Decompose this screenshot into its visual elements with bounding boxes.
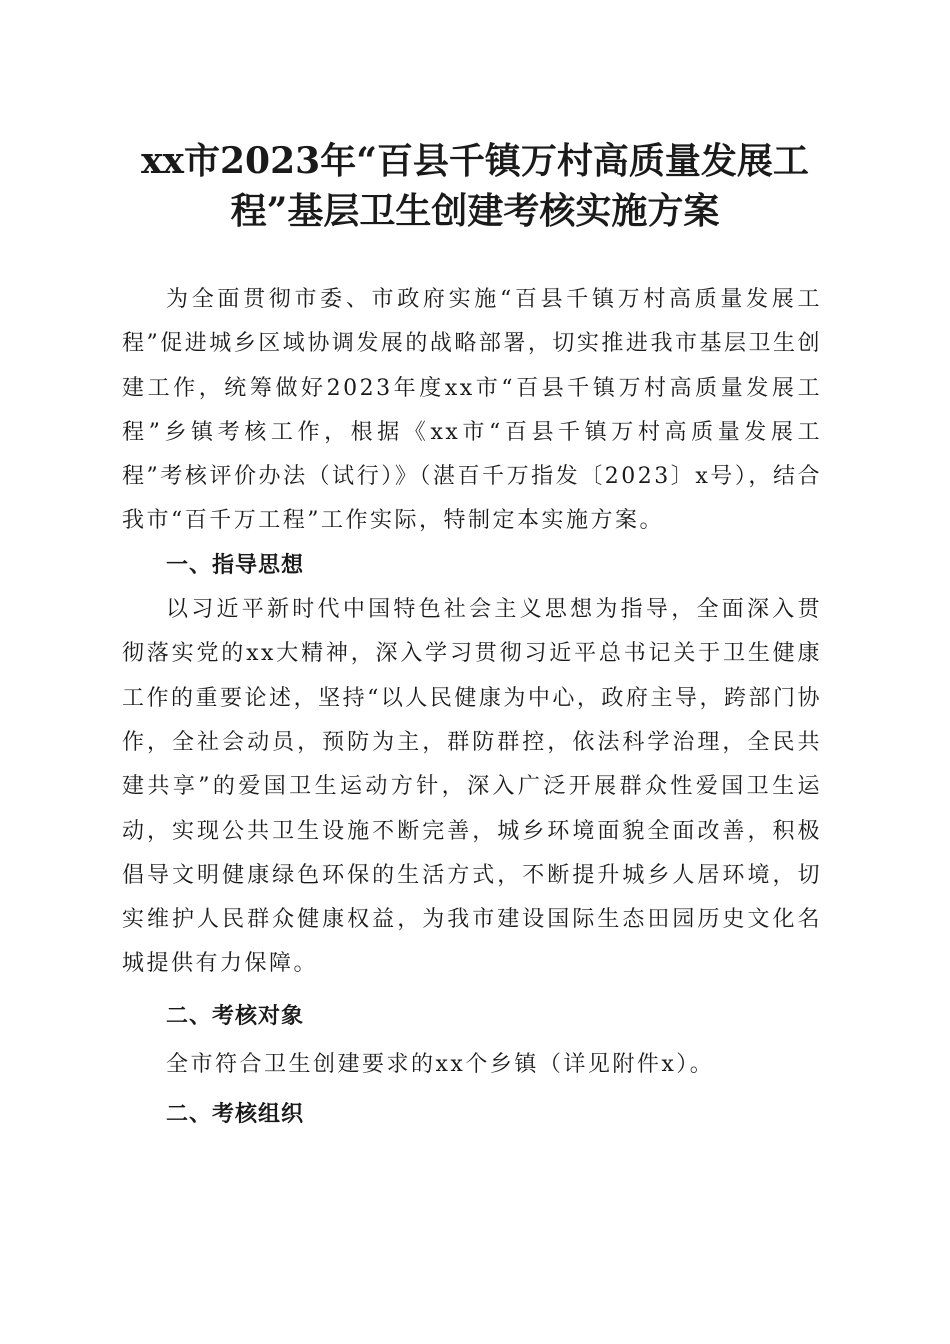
document-title (100, 136, 850, 236)
section-body-guiding-thought: 以习近平新时代中国特色社会主义思想为指导，全面深入贯彻落实党的xx大精神，深入学习贯彻习近平总书记关于卫生健康工作的重要论述，坚持“以人民健康为中心，政府主导，跨部门协作，全社会动员，预防为主，群防群控，依法科学治理，全民共建共享”的爱国卫生运动方针，深入广泛开展群众性爱国卫生运动，实现公共卫生设施不断完善，城乡环境面貌全面改善，积极倡导文明健康绿色环保的生活方式，不断提升城乡人居环境，切实维护人民群众健康权益，为我市建设国际生态田园历史文化名城提供有力保障。 (122, 597, 822, 977)
section-body-assessment-target: 全市符合卫生创建要求的xx个乡镇（详见附件x）。 (166, 1052, 715, 1078)
document-body (122, 278, 822, 1138)
section-heading-assessment-target: 二、考核对象 (166, 1003, 305, 1029)
section-heading-assessment-organization: 二、考核组织 (166, 1102, 305, 1128)
title-line-1: xx市2023年“百县千镇万村高质量发展工 (141, 140, 809, 182)
section-heading-guiding-thought: 一、指导思想 (166, 552, 305, 578)
title-line-2: 程”基层卫生创建考核实施方案 (230, 190, 720, 232)
intro-paragraph: 为全面贯彻市委、市政府实施“百县千镇万村高质量发展工程”促进城乡区域协调发展的战略部署，切实推进我市基层卫生创建工作，统筹做好2023年度xx市“百县千镇万村高质量发展工程”乡镇考核工作，根据《xx市“百县千镇万村高质量发展工程”考核评价办法（试行）》（湛百千万指发〔2023〕x号），结合我市“百千万工程”工作实际，特制定本实施方案。 (122, 287, 822, 534)
